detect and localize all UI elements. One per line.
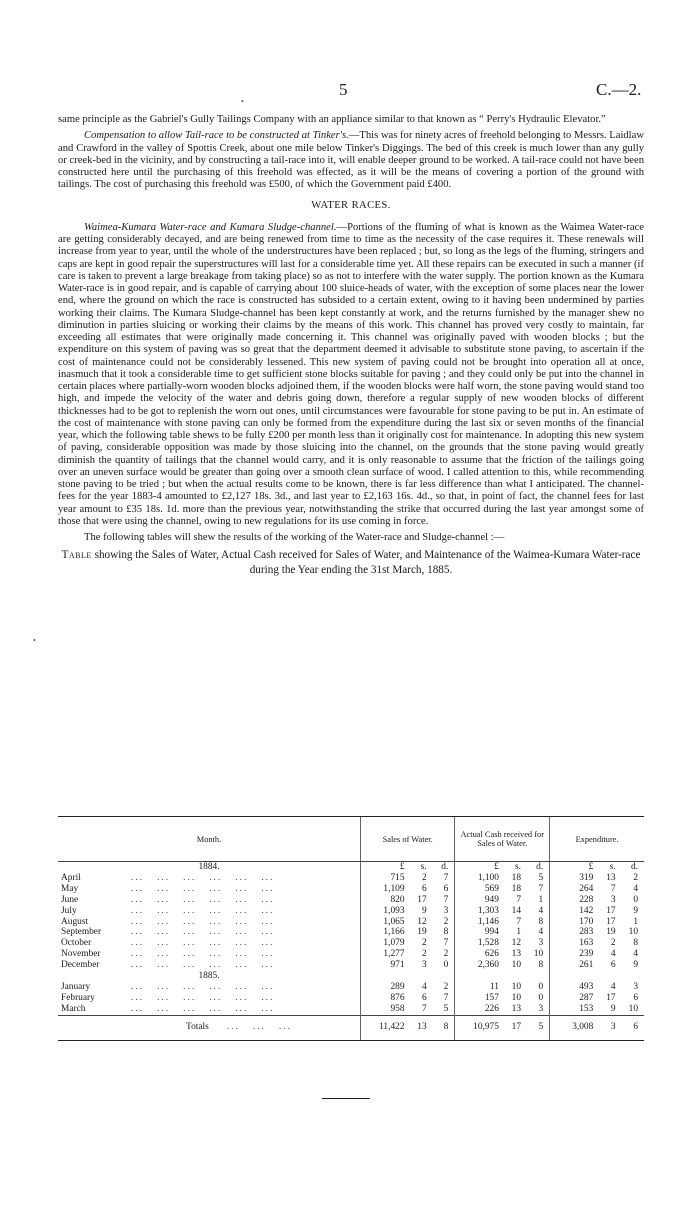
cash-shillings: 13: [511, 949, 522, 960]
unit-pence: d.: [630, 862, 638, 872]
exp-pounds: 264: [550, 884, 600, 895]
exp-shillings: 17: [606, 916, 616, 927]
document-reference: C.—2.: [596, 80, 642, 99]
month-name: April: [61, 872, 81, 883]
cash-pence: 7: [538, 883, 544, 894]
sales-shillings: 6: [421, 992, 427, 1003]
month-name: December: [61, 960, 100, 971]
cash-pence: 4: [538, 905, 544, 916]
page-header: [0, 80, 700, 102]
cash-pounds: 1,146: [455, 917, 505, 928]
section-title: WATER RACES.: [311, 199, 391, 211]
unit-shillings: s.: [609, 862, 616, 872]
totals-row: [58, 1015, 644, 1040]
exp-pounds: 283: [550, 927, 600, 938]
sales-shillings: 12: [417, 916, 427, 927]
table-row: [58, 884, 644, 895]
sales-pounds: 715: [361, 873, 411, 884]
exp-pounds: 228: [550, 895, 600, 906]
cash-shillings: 7: [516, 894, 522, 905]
cash-total-shillings: 17: [505, 1015, 527, 1040]
header-month: Month.: [58, 817, 361, 862]
paragraph-continuation: same principle as the Gabriel's Gully Tailings Company with an appliance similar to that known as “ Perry's Hydraulic Elevator.”: [58, 114, 606, 125]
exp-total-pence: 6: [622, 1015, 644, 1040]
sales-pence: 2: [443, 949, 449, 960]
cash-pence: 3: [538, 1003, 544, 1014]
unit-shillings: s.: [420, 862, 427, 872]
month-cell: December ... ... ... ... ... ...: [61, 960, 275, 971]
exp-shillings: 9: [610, 1003, 616, 1014]
table-caption: [58, 548, 644, 578]
exp-pounds: 493: [550, 982, 600, 993]
cash-pence: 8: [538, 960, 544, 971]
cash-pence: 4: [538, 927, 544, 938]
month-cell: September ... ... ... ... ... ...: [61, 927, 275, 938]
sales-pence: 7: [443, 894, 449, 905]
cash-pounds: 569: [455, 884, 505, 895]
unit-shillings: s.: [515, 862, 522, 872]
month-name: November: [61, 949, 101, 960]
exp-pence: 4: [633, 883, 638, 894]
sales-pounds: 1,277: [361, 949, 411, 960]
sales-pence: 6: [443, 883, 449, 894]
exp-pounds: 261: [550, 960, 600, 971]
paragraph-table-intro: The following tables will shew the results of the working of the Water-race and Sludge-channel :—: [84, 532, 505, 543]
unit-pounds: £: [455, 862, 505, 873]
totals-cell: Totals ... ... ...: [58, 1015, 361, 1040]
exp-pence: 1: [633, 916, 638, 927]
cash-pounds: 226: [455, 1004, 505, 1015]
exp-pence: 9: [633, 960, 638, 971]
sales-pounds: 289: [361, 982, 411, 993]
month-cell: July ... ... ... ... ... ...: [61, 905, 275, 916]
cash-pounds: 994: [455, 927, 505, 938]
cash-pounds: 2,360: [455, 960, 505, 971]
cash-pence: 5: [538, 872, 544, 883]
cash-pounds: 1,528: [455, 938, 505, 949]
cash-pounds: 1,303: [455, 906, 505, 917]
sales-pence: 3: [443, 905, 449, 916]
cash-shillings: 10: [511, 981, 522, 992]
sales-pounds: 1,093: [361, 906, 411, 917]
paragraph-body: —This was for ninety acres of freehold belonging to Messrs. Laidlaw and Crawford in the valley of Spottis Creek, about one mile below Tinker's Diggings. The bed of this creek is much lower than any gully or creek-bed in the vicinity, and by constructing a tail-race into it, will enable deeper ground to be worked. A tail-race could not have been constructed here until the purchasing of this freehold was effected, as it will be the means of covering a portion of the ground with tailings. The cost of purchasing this freehold was £500, of which the Government paid £400.: [58, 130, 644, 191]
paragraph-body: —Portions of the fluming of what is known as the Waimea Water-race are getting considerably decayed, and are being renewed from time to time as the necessity of the case requires it. These renewals will increase from year to year, until the whole of the understructures have been replaced ; but, so long as the legs of the fluming, stringers and caps are kept in good repair the superstructures will last for a considerable time yet. All these repairs can be executed in such a manner (if care is taken to prevent a large breakage from taking place) so as not to interfere with the water supply. The portion known as the Kumara Water-race is in good repair, and is capable of carrying about 100 sluice-heads of water, with the exception of some places near the lower end, where the ground on which the race is constructed has subsided to a certain extent, owing to it having been undermined by parties working their claims. The Kumara Sludge-channel has been kept constantly at work, and the returns furnished by the manager shew no diminution in parties sluicing or working their claims by the means of this work. This channel has proved very costly to maintain, far exceeding all estimates that were originally made concerning it. This channel was originally paved with wooden blocks ; but the expenditure on this system of paving was so great that the department deemed it advisable to substitute stone paving, to ascertain if the cost of maintenance could not be considerably lessened. This new system of paving could not be brought into operation all at once, inasmuch that it took a considerable time to get sufficient stone blocks suitable for paving ; and they could only be put into the channel in certain places where partially-worn wooden blocks adjoined them, if the wooden blocks were half worn, the stone paving would stand too high, and impede the velocity of the water and debris going down, therefore a regular supply of new wooden blocks of different thicknesses had to be got to replenish the worn out ones, until circumstances were favourable for stone paving to be put in. An estimate of the cost of maintenance with stone paving can only be formed from the expenditure during the last six or seven months of the financial year, which the following table shews to be fully £200 per month less than it originally cost for maintenance. In adopting this new system of paving, considerable opposition was made by those sluicing into the channel, on the grounds that the stone paving would greatly diminish the quantity of tailings that the channel would carry, and it is only reasonable to assume that the friction of the tailings going over an uneven surface would be greater than going over a smooth clean surface of wood. I called attention to this, while recommending stone paving to be tried ; but when the actual results come to be known, there is far less difference than what I anticipated. The channel-fees for the year 1883-4 amounted to £2,127 18s. 3d., and last year to £2,163 16s. 4d., so that, in point of fact, the channel fees for last year amount to £35 18s. 1d. more than the previous year, notwithstanding the strike that occurred during the last year amongst some of those that were using the channel, owing to new regulations for its use coming in force.: [58, 221, 644, 527]
cash-shillings: 14: [511, 905, 522, 916]
sales-pounds: 1,065: [361, 917, 411, 928]
month-name: October: [61, 938, 92, 949]
sales-shillings: 17: [417, 894, 427, 905]
body-text: [58, 114, 644, 578]
table-row: [58, 927, 644, 938]
sales-total-pence: 8: [433, 1015, 455, 1040]
sales-shillings: 9: [421, 905, 427, 916]
exp-shillings: 3: [610, 894, 616, 905]
paragraph-water-race: [58, 222, 644, 528]
cash-pounds: 157: [455, 993, 505, 1004]
cash-shillings: 10: [511, 992, 522, 1003]
table-row: [58, 906, 644, 917]
sales-shillings: 6: [421, 883, 427, 894]
margin-mark: •: [241, 97, 244, 106]
exp-pounds: 170: [550, 917, 600, 928]
cash-shillings: 18: [511, 872, 522, 883]
sales-shillings: 3: [421, 960, 427, 971]
sales-pence: 8: [443, 927, 449, 938]
cash-pounds: 11: [455, 982, 505, 993]
sales-pounds: 876: [361, 993, 411, 1004]
exp-pence: 9: [633, 905, 638, 916]
header-expenditure: Expenditure.: [550, 817, 644, 862]
paragraph-heading: Waimea-Kumara Water-race and Kumara Sludge-channel.: [84, 221, 337, 233]
month-cell: April ... ... ... ... ... ...: [61, 872, 275, 883]
sales-total-shillings: 13: [411, 1015, 433, 1040]
unit-pounds: £: [550, 862, 600, 873]
exp-shillings: 4: [610, 949, 616, 960]
month-cell: January ... ... ... ... ... ...: [61, 981, 275, 992]
sales-shillings: 7: [421, 1003, 427, 1014]
month-cell: March ... ... ... ... ... ...: [61, 1003, 275, 1014]
month-name: March: [61, 1003, 86, 1014]
cash-shillings: 7: [516, 916, 522, 927]
sales-pence: 2: [443, 981, 449, 992]
month-cell: May ... ... ... ... ... ...: [61, 883, 275, 894]
unit-pounds: £: [361, 862, 411, 873]
exp-pounds: 163: [550, 938, 600, 949]
sales-pence: 7: [443, 992, 449, 1003]
exp-pounds: 319: [550, 873, 600, 884]
exp-pence: 6: [633, 992, 638, 1003]
margin-mark: •: [33, 636, 36, 645]
exp-pence: 0: [633, 894, 638, 905]
exp-shillings: 19: [606, 927, 616, 938]
cash-pounds: 949: [455, 895, 505, 906]
sales-pounds: 958: [361, 1004, 411, 1015]
cash-shillings: 18: [511, 883, 522, 894]
page-number: 5: [339, 80, 348, 99]
table-row: [58, 917, 644, 928]
exp-pence: 10: [628, 1003, 638, 1014]
exp-pence: 2: [633, 872, 638, 883]
year-label: 1884.: [198, 862, 220, 872]
sales-shillings: 4: [421, 981, 427, 992]
exp-pounds: 287: [550, 993, 600, 1004]
table-row: [58, 1004, 644, 1015]
exp-shillings: 6: [610, 960, 616, 971]
exp-shillings: 2: [610, 938, 616, 949]
sales-shillings: 19: [417, 927, 427, 938]
cash-pounds: 1,100: [455, 873, 505, 884]
cash-shillings: 13: [511, 1003, 522, 1014]
sales-shillings: 2: [421, 938, 427, 949]
cash-pounds: 626: [455, 949, 505, 960]
paragraph-heading: Compensation to allow Tail-race to be constructed at Tinker's.: [84, 130, 349, 142]
sales-pounds: 820: [361, 895, 411, 906]
cash-pence: 1: [538, 894, 544, 905]
table-row: [58, 982, 644, 993]
table-row: [58, 895, 644, 906]
cash-shillings: 1: [516, 927, 522, 938]
month-cell: October ... ... ... ... ... ...: [61, 938, 275, 949]
cash-pence: 10: [533, 949, 544, 960]
month-name: January: [61, 981, 91, 992]
unit-pence: d.: [441, 862, 449, 872]
cash-pence: 0: [538, 992, 544, 1003]
units-row: [58, 862, 644, 873]
table-header-row: [58, 817, 644, 862]
exp-shillings: 13: [606, 872, 616, 883]
table-body: [58, 862, 644, 1041]
table-row: [58, 938, 644, 949]
exp-shillings: 17: [606, 992, 616, 1003]
exp-total-shillings: 3: [599, 1015, 621, 1040]
sales-pounds: 1,079: [361, 938, 411, 949]
month-cell: August ... ... ... ... ... ...: [61, 916, 275, 927]
cash-total-pence: 5: [527, 1015, 550, 1040]
caption-text: showing the Sales of Water, Actual Cash received for Sales of Water, and Maintenance of the Waimea-Kumara Water-race during the Year ending the 31st March, 1885.: [91, 549, 641, 577]
month-name: May: [61, 883, 79, 894]
table-row: [58, 960, 644, 971]
year-row: [58, 971, 644, 982]
table-row: [58, 993, 644, 1004]
sales-pence: 0: [443, 960, 449, 971]
totals-label: Totals: [186, 1022, 209, 1033]
cash-pence: 8: [538, 916, 544, 927]
exp-pounds: 153: [550, 1004, 600, 1015]
exp-shillings: 17: [606, 905, 616, 916]
cash-total-pounds: 10,975: [455, 1015, 505, 1040]
exp-total-pounds: 3,008: [550, 1015, 600, 1040]
exp-pounds: 239: [550, 949, 600, 960]
sales-pounds: 971: [361, 960, 411, 971]
sales-pounds: 1,109: [361, 884, 411, 895]
sales-pence: 7: [443, 938, 449, 949]
exp-pence: 10: [628, 927, 638, 938]
cash-shillings: 12: [511, 938, 522, 949]
exp-pence: 3: [633, 981, 638, 992]
year-label: 1885.: [198, 971, 220, 982]
table-row: [58, 873, 644, 884]
month-name: August: [61, 916, 89, 927]
sales-pence: 5: [443, 1003, 449, 1014]
unit-pence: d.: [536, 862, 544, 872]
month-name: June: [61, 894, 79, 905]
exp-shillings: 7: [610, 883, 616, 894]
month-name: July: [61, 905, 77, 916]
sales-shillings: 2: [421, 949, 427, 960]
month-name: February: [61, 992, 95, 1003]
header-cash: Actual Cash received for Sales of Water.: [455, 817, 550, 862]
caption-lead: Table: [61, 549, 92, 562]
sales-pence: 2: [443, 916, 449, 927]
cash-pence: 3: [538, 938, 544, 949]
separator-rule: [322, 1098, 370, 1099]
month-cell: February ... ... ... ... ... ...: [61, 992, 275, 1003]
exp-pence: 4: [633, 949, 638, 960]
exp-shillings: 4: [610, 981, 616, 992]
header-sales: Sales of Water.: [361, 817, 455, 862]
month-name: September: [61, 927, 102, 938]
month-cell: November ... ... ... ... ... ...: [61, 949, 275, 960]
water-sales-table: [58, 816, 644, 1041]
month-cell: June ... ... ... ... ... ...: [61, 894, 275, 905]
sales-total-pounds: 11,422: [361, 1015, 411, 1040]
paragraph-compensation: [58, 130, 644, 191]
sales-pence: 7: [443, 872, 449, 883]
exp-pence: 8: [633, 938, 638, 949]
sales-shillings: 2: [421, 872, 427, 883]
cash-pence: 0: [538, 981, 544, 992]
cash-shillings: 10: [511, 960, 522, 971]
sales-pounds: 1,166: [361, 927, 411, 938]
exp-pounds: 142: [550, 906, 600, 917]
table-row: [58, 949, 644, 960]
